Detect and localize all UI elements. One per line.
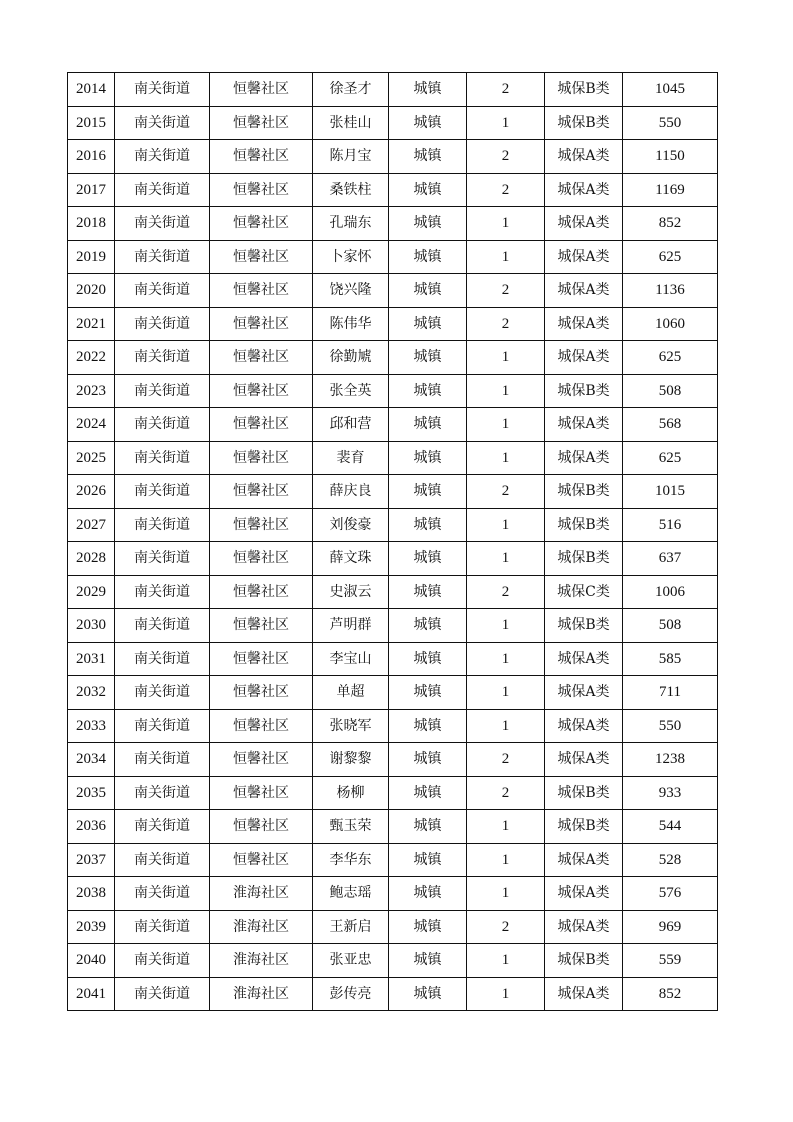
household-size-cell: 1 [467, 944, 545, 978]
community-cell: 恒馨社区 [210, 140, 313, 174]
street-cell: 南关街道 [115, 508, 210, 542]
community-cell: 恒馨社区 [210, 274, 313, 308]
community-cell: 恒馨社区 [210, 73, 313, 107]
table-row [68, 408, 718, 442]
id-cell: 2022 [68, 341, 115, 375]
area-type-cell: 城镇 [389, 609, 467, 643]
community-cell: 恒馨社区 [210, 508, 313, 542]
amount-cell: 508 [623, 609, 718, 643]
name-cell: 陈伟华 [313, 307, 389, 341]
community-cell: 淮海社区 [210, 977, 313, 1011]
id-cell: 2041 [68, 977, 115, 1011]
street-cell: 南关街道 [115, 743, 210, 777]
id-cell: 2026 [68, 475, 115, 509]
amount-cell: 1015 [623, 475, 718, 509]
household-size-cell: 1 [467, 676, 545, 710]
category-cell: 城保B类 [545, 609, 623, 643]
records-body [68, 73, 718, 1011]
household-size-cell: 2 [467, 307, 545, 341]
household-size-cell: 1 [467, 106, 545, 140]
name-cell: 张亚忠 [313, 944, 389, 978]
area-type-cell: 城镇 [389, 140, 467, 174]
name-cell: 甄玉荣 [313, 810, 389, 844]
community-cell: 恒馨社区 [210, 575, 313, 609]
household-size-cell: 1 [467, 642, 545, 676]
category-cell: 城保B类 [545, 374, 623, 408]
table-row [68, 743, 718, 777]
street-cell: 南关街道 [115, 910, 210, 944]
id-cell: 2037 [68, 843, 115, 877]
community-cell: 淮海社区 [210, 944, 313, 978]
name-cell: 单超 [313, 676, 389, 710]
name-cell: 薛文珠 [313, 542, 389, 576]
street-cell: 南关街道 [115, 307, 210, 341]
category-cell: 城保A类 [545, 642, 623, 676]
street-cell: 南关街道 [115, 776, 210, 810]
table-row [68, 843, 718, 877]
household-size-cell: 1 [467, 609, 545, 643]
area-type-cell: 城镇 [389, 374, 467, 408]
household-size-cell: 1 [467, 877, 545, 911]
area-type-cell: 城镇 [389, 542, 467, 576]
table-row [68, 910, 718, 944]
amount-cell: 625 [623, 341, 718, 375]
name-cell: 薛庆良 [313, 475, 389, 509]
id-cell: 2019 [68, 240, 115, 274]
table-row [68, 173, 718, 207]
table-row [68, 140, 718, 174]
amount-cell: 1169 [623, 173, 718, 207]
community-cell: 恒馨社区 [210, 810, 313, 844]
id-cell: 2035 [68, 776, 115, 810]
amount-cell: 933 [623, 776, 718, 810]
table-row [68, 374, 718, 408]
amount-cell: 711 [623, 676, 718, 710]
category-cell: 城保B类 [545, 106, 623, 140]
category-cell: 城保A类 [545, 207, 623, 241]
table-row [68, 877, 718, 911]
street-cell: 南关街道 [115, 73, 210, 107]
area-type-cell: 城镇 [389, 441, 467, 475]
amount-cell: 585 [623, 642, 718, 676]
street-cell: 南关街道 [115, 843, 210, 877]
id-cell: 2033 [68, 709, 115, 743]
community-cell: 恒馨社区 [210, 173, 313, 207]
area-type-cell: 城镇 [389, 575, 467, 609]
area-type-cell: 城镇 [389, 173, 467, 207]
amount-cell: 516 [623, 508, 718, 542]
table-row [68, 475, 718, 509]
amount-cell: 637 [623, 542, 718, 576]
community-cell: 恒馨社区 [210, 441, 313, 475]
category-cell: 城保C类 [545, 575, 623, 609]
area-type-cell: 城镇 [389, 408, 467, 442]
category-cell: 城保B类 [545, 475, 623, 509]
street-cell: 南关街道 [115, 374, 210, 408]
street-cell: 南关街道 [115, 240, 210, 274]
table-row [68, 307, 718, 341]
id-cell: 2034 [68, 743, 115, 777]
amount-cell: 852 [623, 207, 718, 241]
area-type-cell: 城镇 [389, 910, 467, 944]
id-cell: 2028 [68, 542, 115, 576]
table-row [68, 944, 718, 978]
table-row [68, 341, 718, 375]
table-row [68, 642, 718, 676]
area-type-cell: 城镇 [389, 106, 467, 140]
name-cell: 张全英 [313, 374, 389, 408]
area-type-cell: 城镇 [389, 508, 467, 542]
community-cell: 恒馨社区 [210, 609, 313, 643]
table-row [68, 106, 718, 140]
amount-cell: 544 [623, 810, 718, 844]
category-cell: 城保B类 [545, 542, 623, 576]
table-row [68, 977, 718, 1011]
name-cell: 彭传亮 [313, 977, 389, 1011]
community-cell: 恒馨社区 [210, 709, 313, 743]
amount-cell: 1238 [623, 743, 718, 777]
name-cell: 饶兴隆 [313, 274, 389, 308]
amount-cell: 1136 [623, 274, 718, 308]
amount-cell: 559 [623, 944, 718, 978]
street-cell: 南关街道 [115, 408, 210, 442]
category-cell: 城保A类 [545, 709, 623, 743]
household-size-cell: 2 [467, 776, 545, 810]
household-size-cell: 1 [467, 542, 545, 576]
household-size-cell: 2 [467, 274, 545, 308]
amount-cell: 1060 [623, 307, 718, 341]
id-cell: 2031 [68, 642, 115, 676]
area-type-cell: 城镇 [389, 709, 467, 743]
area-type-cell: 城镇 [389, 877, 467, 911]
category-cell: 城保A类 [545, 307, 623, 341]
id-cell: 2014 [68, 73, 115, 107]
name-cell: 李宝山 [313, 642, 389, 676]
table-row [68, 240, 718, 274]
name-cell: 史淑云 [313, 575, 389, 609]
street-cell: 南关街道 [115, 441, 210, 475]
amount-cell: 550 [623, 709, 718, 743]
community-cell: 恒馨社区 [210, 207, 313, 241]
category-cell: 城保A类 [545, 977, 623, 1011]
category-cell: 城保A类 [545, 274, 623, 308]
name-cell: 徐勤虓 [313, 341, 389, 375]
amount-cell: 576 [623, 877, 718, 911]
street-cell: 南关街道 [115, 341, 210, 375]
community-cell: 淮海社区 [210, 910, 313, 944]
table-row [68, 776, 718, 810]
table-row [68, 609, 718, 643]
household-size-cell: 1 [467, 207, 545, 241]
street-cell: 南关街道 [115, 207, 210, 241]
household-size-cell: 1 [467, 810, 545, 844]
table-row [68, 73, 718, 107]
table-row [68, 207, 718, 241]
amount-cell: 568 [623, 408, 718, 442]
community-cell: 恒馨社区 [210, 106, 313, 140]
community-cell: 恒馨社区 [210, 776, 313, 810]
household-size-cell: 1 [467, 240, 545, 274]
household-size-cell: 1 [467, 508, 545, 542]
area-type-cell: 城镇 [389, 676, 467, 710]
id-cell: 2040 [68, 944, 115, 978]
area-type-cell: 城镇 [389, 73, 467, 107]
household-size-cell: 1 [467, 341, 545, 375]
id-cell: 2039 [68, 910, 115, 944]
community-cell: 恒馨社区 [210, 240, 313, 274]
name-cell: 裴育 [313, 441, 389, 475]
id-cell: 2032 [68, 676, 115, 710]
category-cell: 城保A类 [545, 441, 623, 475]
area-type-cell: 城镇 [389, 642, 467, 676]
table-row [68, 542, 718, 576]
name-cell: 鲍志瑶 [313, 877, 389, 911]
name-cell: 李华东 [313, 843, 389, 877]
category-cell: 城保A类 [545, 910, 623, 944]
id-cell: 2015 [68, 106, 115, 140]
street-cell: 南关街道 [115, 642, 210, 676]
street-cell: 南关街道 [115, 977, 210, 1011]
household-size-cell: 2 [467, 475, 545, 509]
street-cell: 南关街道 [115, 810, 210, 844]
id-cell: 2020 [68, 274, 115, 308]
amount-cell: 1045 [623, 73, 718, 107]
name-cell: 王新启 [313, 910, 389, 944]
category-cell: 城保A类 [545, 341, 623, 375]
id-cell: 2025 [68, 441, 115, 475]
household-size-cell: 2 [467, 140, 545, 174]
id-cell: 2023 [68, 374, 115, 408]
street-cell: 南关街道 [115, 140, 210, 174]
category-cell: 城保B类 [545, 944, 623, 978]
category-cell: 城保B类 [545, 508, 623, 542]
category-cell: 城保A类 [545, 877, 623, 911]
community-cell: 恒馨社区 [210, 743, 313, 777]
area-type-cell: 城镇 [389, 843, 467, 877]
street-cell: 南关街道 [115, 709, 210, 743]
community-cell: 恒馨社区 [210, 307, 313, 341]
name-cell: 张桂山 [313, 106, 389, 140]
table-row [68, 676, 718, 710]
category-cell: 城保A类 [545, 140, 623, 174]
category-cell: 城保B类 [545, 776, 623, 810]
street-cell: 南关街道 [115, 575, 210, 609]
category-cell: 城保A类 [545, 743, 623, 777]
household-size-cell: 1 [467, 408, 545, 442]
records-table [67, 72, 718, 1011]
area-type-cell: 城镇 [389, 307, 467, 341]
category-cell: 城保A类 [545, 676, 623, 710]
name-cell: 桑铁柱 [313, 173, 389, 207]
street-cell: 南关街道 [115, 609, 210, 643]
name-cell: 芦明群 [313, 609, 389, 643]
area-type-cell: 城镇 [389, 240, 467, 274]
category-cell: 城保A类 [545, 240, 623, 274]
street-cell: 南关街道 [115, 173, 210, 207]
name-cell: 卜家怀 [313, 240, 389, 274]
category-cell: 城保B类 [545, 73, 623, 107]
table-row [68, 575, 718, 609]
area-type-cell: 城镇 [389, 944, 467, 978]
area-type-cell: 城镇 [389, 743, 467, 777]
amount-cell: 1006 [623, 575, 718, 609]
table-row [68, 508, 718, 542]
street-cell: 南关街道 [115, 106, 210, 140]
name-cell: 孔瑞东 [313, 207, 389, 241]
id-cell: 2027 [68, 508, 115, 542]
amount-cell: 550 [623, 106, 718, 140]
category-cell: 城保B类 [545, 810, 623, 844]
amount-cell: 625 [623, 240, 718, 274]
community-cell: 恒馨社区 [210, 642, 313, 676]
area-type-cell: 城镇 [389, 977, 467, 1011]
name-cell: 刘俊豪 [313, 508, 389, 542]
amount-cell: 969 [623, 910, 718, 944]
area-type-cell: 城镇 [389, 207, 467, 241]
name-cell: 徐圣才 [313, 73, 389, 107]
name-cell: 陈月宝 [313, 140, 389, 174]
household-size-cell: 2 [467, 73, 545, 107]
id-cell: 2018 [68, 207, 115, 241]
id-cell: 2036 [68, 810, 115, 844]
street-cell: 南关街道 [115, 676, 210, 710]
category-cell: 城保A类 [545, 173, 623, 207]
household-size-cell: 1 [467, 709, 545, 743]
household-size-cell: 1 [467, 441, 545, 475]
street-cell: 南关街道 [115, 274, 210, 308]
table-row [68, 709, 718, 743]
name-cell: 谢黎黎 [313, 743, 389, 777]
street-cell: 南关街道 [115, 542, 210, 576]
area-type-cell: 城镇 [389, 776, 467, 810]
household-size-cell: 1 [467, 374, 545, 408]
id-cell: 2021 [68, 307, 115, 341]
community-cell: 恒馨社区 [210, 676, 313, 710]
household-size-cell: 2 [467, 743, 545, 777]
id-cell: 2016 [68, 140, 115, 174]
street-cell: 南关街道 [115, 944, 210, 978]
community-cell: 淮海社区 [210, 877, 313, 911]
category-cell: 城保A类 [545, 408, 623, 442]
name-cell: 邱和营 [313, 408, 389, 442]
amount-cell: 852 [623, 977, 718, 1011]
id-cell: 2038 [68, 877, 115, 911]
community-cell: 恒馨社区 [210, 341, 313, 375]
table-row [68, 274, 718, 308]
category-cell: 城保A类 [545, 843, 623, 877]
id-cell: 2029 [68, 575, 115, 609]
area-type-cell: 城镇 [389, 274, 467, 308]
amount-cell: 1150 [623, 140, 718, 174]
community-cell: 恒馨社区 [210, 843, 313, 877]
household-size-cell: 1 [467, 977, 545, 1011]
area-type-cell: 城镇 [389, 810, 467, 844]
name-cell: 张晓军 [313, 709, 389, 743]
amount-cell: 625 [623, 441, 718, 475]
household-size-cell: 2 [467, 575, 545, 609]
community-cell: 恒馨社区 [210, 475, 313, 509]
household-size-cell: 1 [467, 843, 545, 877]
community-cell: 恒馨社区 [210, 408, 313, 442]
id-cell: 2030 [68, 609, 115, 643]
street-cell: 南关街道 [115, 475, 210, 509]
amount-cell: 528 [623, 843, 718, 877]
area-type-cell: 城镇 [389, 475, 467, 509]
community-cell: 恒馨社区 [210, 542, 313, 576]
household-size-cell: 2 [467, 173, 545, 207]
household-size-cell: 2 [467, 910, 545, 944]
area-type-cell: 城镇 [389, 341, 467, 375]
id-cell: 2024 [68, 408, 115, 442]
community-cell: 恒馨社区 [210, 374, 313, 408]
name-cell: 杨柳 [313, 776, 389, 810]
table-row [68, 810, 718, 844]
street-cell: 南关街道 [115, 877, 210, 911]
amount-cell: 508 [623, 374, 718, 408]
id-cell: 2017 [68, 173, 115, 207]
table-row [68, 441, 718, 475]
